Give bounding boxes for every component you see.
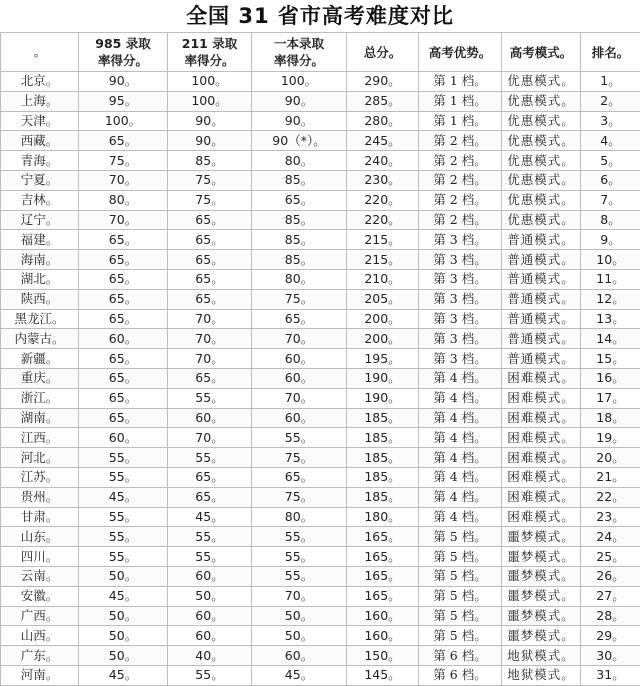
mode-cell: 优惠模式。 bbox=[502, 91, 581, 111]
tier-cell: 第 4 档。 bbox=[419, 388, 502, 408]
score-yiben-cell: 80。 bbox=[252, 269, 347, 289]
rank-cell: 16。 bbox=[581, 368, 640, 388]
province-cell: 新疆。 bbox=[1, 349, 79, 369]
header-mode: 高考模式。 bbox=[502, 33, 581, 72]
rank-cell: 22。 bbox=[581, 487, 640, 507]
score-yiben-cell: 45。 bbox=[252, 665, 347, 685]
province-cell: 湖北。 bbox=[1, 269, 79, 289]
score-yiben-cell: 90（*）。 bbox=[252, 131, 347, 151]
table-row bbox=[1, 646, 640, 666]
score-211-cell: 75。 bbox=[168, 170, 252, 190]
total-cell: 165。 bbox=[347, 547, 419, 567]
score-yiben-cell: 100。 bbox=[252, 72, 347, 92]
tier-cell: 第 2 档。 bbox=[419, 170, 502, 190]
table-row bbox=[1, 368, 640, 388]
rank-cell: 25。 bbox=[581, 547, 640, 567]
rank-cell: 5。 bbox=[581, 151, 640, 171]
score-211-cell: 85。 bbox=[168, 151, 252, 171]
total-cell: 245。 bbox=[347, 131, 419, 151]
province-cell: 山西。 bbox=[1, 626, 79, 646]
score-985-cell: 55。 bbox=[79, 527, 168, 547]
header-211-line2: 率得分。 bbox=[168, 52, 251, 69]
province-cell: 吉林。 bbox=[1, 190, 79, 210]
total-cell: 185。 bbox=[347, 467, 419, 487]
score-985-cell: 55。 bbox=[79, 448, 168, 468]
table-row bbox=[1, 190, 640, 210]
tier-cell: 第 2 档。 bbox=[419, 131, 502, 151]
table-row bbox=[1, 507, 640, 527]
header-211-line1: 211 录取 bbox=[168, 35, 251, 52]
header-yiben-line1: 一本录取 bbox=[252, 35, 346, 52]
province-cell: 江西。 bbox=[1, 428, 79, 448]
score-211-cell: 60。 bbox=[168, 626, 252, 646]
score-yiben-cell: 85。 bbox=[252, 250, 347, 270]
score-985-cell: 100。 bbox=[79, 111, 168, 131]
score-211-cell: 100。 bbox=[168, 72, 252, 92]
mode-cell: 优惠模式。 bbox=[502, 190, 581, 210]
province-cell: 福建。 bbox=[1, 230, 79, 250]
mode-cell: 噩梦模式。 bbox=[502, 527, 581, 547]
table-row bbox=[1, 230, 640, 250]
province-cell: 青海。 bbox=[1, 151, 79, 171]
province-cell: 上海。 bbox=[1, 91, 79, 111]
tier-cell: 第 2 档。 bbox=[419, 190, 502, 210]
mode-cell: 困难模式。 bbox=[502, 388, 581, 408]
mode-cell: 困难模式。 bbox=[502, 507, 581, 527]
ranking-table bbox=[0, 32, 640, 686]
score-211-cell: 65。 bbox=[168, 467, 252, 487]
rank-cell: 4。 bbox=[581, 131, 640, 151]
province-cell: 黑龙江。 bbox=[1, 309, 79, 329]
score-yiben-cell: 90。 bbox=[252, 111, 347, 131]
header-row bbox=[1, 33, 640, 72]
table-row bbox=[1, 131, 640, 151]
score-985-cell: 60。 bbox=[79, 329, 168, 349]
score-211-cell: 55。 bbox=[168, 665, 252, 685]
total-cell: 205。 bbox=[347, 289, 419, 309]
province-cell: 山东。 bbox=[1, 527, 79, 547]
total-cell: 210。 bbox=[347, 269, 419, 289]
score-yiben-cell: 60。 bbox=[252, 368, 347, 388]
rank-cell: 8。 bbox=[581, 210, 640, 230]
mode-cell: 普通模式。 bbox=[502, 289, 581, 309]
tier-cell: 第 1 档。 bbox=[419, 91, 502, 111]
mode-cell: 普通模式。 bbox=[502, 230, 581, 250]
score-211-cell: 60。 bbox=[168, 606, 252, 626]
province-cell: 北京。 bbox=[1, 72, 79, 92]
province-cell: 河北。 bbox=[1, 448, 79, 468]
total-cell: 220。 bbox=[347, 190, 419, 210]
province-cell: 重庆。 bbox=[1, 368, 79, 388]
score-985-cell: 55。 bbox=[79, 507, 168, 527]
province-cell: 四川。 bbox=[1, 547, 79, 567]
province-cell: 江苏。 bbox=[1, 467, 79, 487]
score-211-cell: 60。 bbox=[168, 566, 252, 586]
score-yiben-cell: 55。 bbox=[252, 566, 347, 586]
score-985-cell: 80。 bbox=[79, 190, 168, 210]
header-yiben bbox=[252, 33, 347, 72]
score-211-cell: 50。 bbox=[168, 586, 252, 606]
score-211-cell: 55。 bbox=[168, 527, 252, 547]
mode-cell: 优惠模式。 bbox=[502, 111, 581, 131]
table-row bbox=[1, 309, 640, 329]
total-cell: 230。 bbox=[347, 170, 419, 190]
score-985-cell: 65。 bbox=[79, 250, 168, 270]
mode-cell: 普通模式。 bbox=[502, 250, 581, 270]
tier-cell: 第 4 档。 bbox=[419, 448, 502, 468]
total-cell: 150。 bbox=[347, 646, 419, 666]
rank-cell: 31。 bbox=[581, 665, 640, 685]
score-985-cell: 70。 bbox=[79, 170, 168, 190]
table-row bbox=[1, 428, 640, 448]
mode-cell: 困难模式。 bbox=[502, 487, 581, 507]
score-yiben-cell: 70。 bbox=[252, 586, 347, 606]
score-211-cell: 65。 bbox=[168, 269, 252, 289]
total-cell: 280。 bbox=[347, 111, 419, 131]
tier-cell: 第 3 档。 bbox=[419, 349, 502, 369]
score-985-cell: 65。 bbox=[79, 269, 168, 289]
total-cell: 195。 bbox=[347, 349, 419, 369]
mode-cell: 优惠模式。 bbox=[502, 131, 581, 151]
header-total: 总分。 bbox=[347, 33, 419, 72]
rank-cell: 2。 bbox=[581, 91, 640, 111]
tier-cell: 第 4 档。 bbox=[419, 487, 502, 507]
tier-cell: 第 2 档。 bbox=[419, 151, 502, 171]
mode-cell: 困难模式。 bbox=[502, 467, 581, 487]
table-row bbox=[1, 527, 640, 547]
province-cell: 云南。 bbox=[1, 566, 79, 586]
score-yiben-cell: 60。 bbox=[252, 349, 347, 369]
province-cell: 广西。 bbox=[1, 606, 79, 626]
rank-cell: 15。 bbox=[581, 349, 640, 369]
total-cell: 160。 bbox=[347, 606, 419, 626]
score-yiben-cell: 85。 bbox=[252, 170, 347, 190]
score-yiben-cell: 70。 bbox=[252, 329, 347, 349]
score-yiben-cell: 50。 bbox=[252, 606, 347, 626]
tier-cell: 第 4 档。 bbox=[419, 507, 502, 527]
tier-cell: 第 5 档。 bbox=[419, 606, 502, 626]
rank-cell: 12。 bbox=[581, 289, 640, 309]
tier-cell: 第 4 档。 bbox=[419, 428, 502, 448]
tier-cell: 第 1 档。 bbox=[419, 72, 502, 92]
score-985-cell: 55。 bbox=[79, 467, 168, 487]
score-yiben-cell: 60。 bbox=[252, 646, 347, 666]
score-yiben-cell: 75。 bbox=[252, 448, 347, 468]
tier-cell: 第 5 档。 bbox=[419, 566, 502, 586]
score-985-cell: 45。 bbox=[79, 487, 168, 507]
score-211-cell: 65。 bbox=[168, 230, 252, 250]
table-row bbox=[1, 388, 640, 408]
total-cell: 185。 bbox=[347, 428, 419, 448]
score-yiben-cell: 50。 bbox=[252, 626, 347, 646]
total-cell: 180。 bbox=[347, 507, 419, 527]
score-yiben-cell: 85。 bbox=[252, 210, 347, 230]
rank-cell: 6。 bbox=[581, 170, 640, 190]
tier-cell: 第 4 档。 bbox=[419, 368, 502, 388]
score-211-cell: 60。 bbox=[168, 408, 252, 428]
score-985-cell: 45。 bbox=[79, 586, 168, 606]
score-yiben-cell: 70。 bbox=[252, 388, 347, 408]
province-cell: 天津。 bbox=[1, 111, 79, 131]
tier-cell: 第 3 档。 bbox=[419, 269, 502, 289]
page-title: 全国 31 省市高考难度对比 bbox=[0, 0, 640, 32]
score-985-cell: 75。 bbox=[79, 151, 168, 171]
score-211-cell: 70。 bbox=[168, 428, 252, 448]
table-row bbox=[1, 665, 640, 685]
score-211-cell: 65。 bbox=[168, 289, 252, 309]
mode-cell: 普通模式。 bbox=[502, 329, 581, 349]
mode-cell: 噩梦模式。 bbox=[502, 566, 581, 586]
province-cell: 内蒙古。 bbox=[1, 329, 79, 349]
score-985-cell: 90。 bbox=[79, 72, 168, 92]
rank-cell: 18。 bbox=[581, 408, 640, 428]
tier-cell: 第 4 档。 bbox=[419, 408, 502, 428]
table-row bbox=[1, 408, 640, 428]
score-211-cell: 90。 bbox=[168, 131, 252, 151]
mode-cell: 优惠模式。 bbox=[502, 170, 581, 190]
header-yiben-line2: 率得分。 bbox=[252, 52, 346, 69]
header-985 bbox=[79, 33, 168, 72]
score-985-cell: 70。 bbox=[79, 210, 168, 230]
score-yiben-cell: 80。 bbox=[252, 507, 347, 527]
table-row bbox=[1, 91, 640, 111]
total-cell: 185。 bbox=[347, 487, 419, 507]
province-cell: 广东。 bbox=[1, 646, 79, 666]
score-yiben-cell: 85。 bbox=[252, 230, 347, 250]
province-cell: 西藏。 bbox=[1, 131, 79, 151]
score-985-cell: 65。 bbox=[79, 230, 168, 250]
score-211-cell: 65。 bbox=[168, 210, 252, 230]
province-cell: 浙江。 bbox=[1, 388, 79, 408]
total-cell: 215。 bbox=[347, 250, 419, 270]
total-cell: 200。 bbox=[347, 309, 419, 329]
total-cell: 160。 bbox=[347, 626, 419, 646]
rank-cell: 10。 bbox=[581, 250, 640, 270]
total-cell: 145。 bbox=[347, 665, 419, 685]
table-row bbox=[1, 151, 640, 171]
score-211-cell: 55。 bbox=[168, 388, 252, 408]
header-211 bbox=[168, 33, 252, 72]
score-211-cell: 65。 bbox=[168, 368, 252, 388]
mode-cell: 地狱模式。 bbox=[502, 646, 581, 666]
province-cell: 甘肃。 bbox=[1, 507, 79, 527]
rank-cell: 21。 bbox=[581, 467, 640, 487]
tier-cell: 第 3 档。 bbox=[419, 250, 502, 270]
mode-cell: 普通模式。 bbox=[502, 349, 581, 369]
rank-cell: 9。 bbox=[581, 230, 640, 250]
total-cell: 185。 bbox=[347, 408, 419, 428]
score-yiben-cell: 65。 bbox=[252, 467, 347, 487]
mode-cell: 噩梦模式。 bbox=[502, 547, 581, 567]
header-advantage: 高考优势。 bbox=[419, 33, 502, 72]
province-cell: 安徽。 bbox=[1, 586, 79, 606]
mode-cell: 优惠模式。 bbox=[502, 72, 581, 92]
rank-cell: 11。 bbox=[581, 269, 640, 289]
province-cell: 河南。 bbox=[1, 665, 79, 685]
mode-cell: 困难模式。 bbox=[502, 428, 581, 448]
tier-cell: 第 4 档。 bbox=[419, 467, 502, 487]
table-row bbox=[1, 448, 640, 468]
score-211-cell: 55。 bbox=[168, 547, 252, 567]
province-cell: 辽宁。 bbox=[1, 210, 79, 230]
total-cell: 240。 bbox=[347, 151, 419, 171]
tier-cell: 第 3 档。 bbox=[419, 329, 502, 349]
table-row bbox=[1, 566, 640, 586]
score-985-cell: 55。 bbox=[79, 547, 168, 567]
score-211-cell: 65。 bbox=[168, 250, 252, 270]
total-cell: 285。 bbox=[347, 91, 419, 111]
table-row bbox=[1, 349, 640, 369]
table-row bbox=[1, 72, 640, 92]
table-row bbox=[1, 547, 640, 567]
rank-cell: 3。 bbox=[581, 111, 640, 131]
province-cell: 宁夏。 bbox=[1, 170, 79, 190]
score-211-cell: 40。 bbox=[168, 646, 252, 666]
score-985-cell: 50。 bbox=[79, 646, 168, 666]
rank-cell: 14。 bbox=[581, 329, 640, 349]
score-yiben-cell: 65。 bbox=[252, 309, 347, 329]
table-row bbox=[1, 210, 640, 230]
tier-cell: 第 6 档。 bbox=[419, 646, 502, 666]
table-row bbox=[1, 606, 640, 626]
score-211-cell: 100。 bbox=[168, 91, 252, 111]
rank-cell: 7。 bbox=[581, 190, 640, 210]
total-cell: 165。 bbox=[347, 527, 419, 547]
total-cell: 200。 bbox=[347, 329, 419, 349]
rank-cell: 27。 bbox=[581, 586, 640, 606]
mode-cell: 优惠模式。 bbox=[502, 151, 581, 171]
score-211-cell: 65。 bbox=[168, 487, 252, 507]
score-211-cell: 90。 bbox=[168, 111, 252, 131]
rank-cell: 24。 bbox=[581, 527, 640, 547]
score-yiben-cell: 65。 bbox=[252, 190, 347, 210]
score-985-cell: 50。 bbox=[79, 626, 168, 646]
score-985-cell: 45。 bbox=[79, 665, 168, 685]
score-211-cell: 75。 bbox=[168, 190, 252, 210]
total-cell: 165。 bbox=[347, 586, 419, 606]
score-yiben-cell: 75。 bbox=[252, 289, 347, 309]
tier-cell: 第 5 档。 bbox=[419, 547, 502, 567]
score-211-cell: 70。 bbox=[168, 329, 252, 349]
mode-cell: 噩梦模式。 bbox=[502, 586, 581, 606]
tier-cell: 第 5 档。 bbox=[419, 586, 502, 606]
mode-cell: 普通模式。 bbox=[502, 309, 581, 329]
score-985-cell: 65。 bbox=[79, 309, 168, 329]
province-cell: 湖南。 bbox=[1, 408, 79, 428]
rank-cell: 17。 bbox=[581, 388, 640, 408]
score-yiben-cell: 55。 bbox=[252, 547, 347, 567]
tier-cell: 第 1 档。 bbox=[419, 111, 502, 131]
rank-cell: 23。 bbox=[581, 507, 640, 527]
rank-cell: 19。 bbox=[581, 428, 640, 448]
score-211-cell: 45。 bbox=[168, 507, 252, 527]
score-985-cell: 95。 bbox=[79, 91, 168, 111]
mode-cell: 困难模式。 bbox=[502, 448, 581, 468]
score-211-cell: 55。 bbox=[168, 448, 252, 468]
total-cell: 185。 bbox=[347, 448, 419, 468]
score-985-cell: 65。 bbox=[79, 408, 168, 428]
table-row bbox=[1, 170, 640, 190]
score-985-cell: 65。 bbox=[79, 388, 168, 408]
table-row bbox=[1, 626, 640, 646]
mode-cell: 普通模式。 bbox=[502, 269, 581, 289]
score-985-cell: 65。 bbox=[79, 349, 168, 369]
table-row bbox=[1, 289, 640, 309]
rank-cell: 26。 bbox=[581, 566, 640, 586]
mode-cell: 噩梦模式。 bbox=[502, 606, 581, 626]
total-cell: 290。 bbox=[347, 72, 419, 92]
table-row bbox=[1, 329, 640, 349]
tier-cell: 第 3 档。 bbox=[419, 230, 502, 250]
rank-cell: 28。 bbox=[581, 606, 640, 626]
table-row bbox=[1, 269, 640, 289]
table-row bbox=[1, 487, 640, 507]
total-cell: 165。 bbox=[347, 566, 419, 586]
tier-cell: 第 3 档。 bbox=[419, 309, 502, 329]
score-yiben-cell: 90。 bbox=[252, 91, 347, 111]
table-body bbox=[1, 72, 640, 686]
score-985-cell: 60。 bbox=[79, 428, 168, 448]
total-cell: 215。 bbox=[347, 230, 419, 250]
mode-cell: 困难模式。 bbox=[502, 368, 581, 388]
score-211-cell: 70。 bbox=[168, 349, 252, 369]
score-211-cell: 70。 bbox=[168, 309, 252, 329]
rank-cell: 29。 bbox=[581, 626, 640, 646]
total-cell: 220。 bbox=[347, 210, 419, 230]
header-rank: 排名。 bbox=[581, 33, 640, 72]
mode-cell: 困难模式。 bbox=[502, 408, 581, 428]
score-yiben-cell: 75。 bbox=[252, 487, 347, 507]
header-985-line1: 985 录取 bbox=[79, 35, 167, 52]
tier-cell: 第 5 档。 bbox=[419, 626, 502, 646]
score-yiben-cell: 80。 bbox=[252, 151, 347, 171]
province-cell: 贵州。 bbox=[1, 487, 79, 507]
score-985-cell: 65。 bbox=[79, 368, 168, 388]
mode-cell: 地狱模式。 bbox=[502, 665, 581, 685]
score-985-cell: 65。 bbox=[79, 289, 168, 309]
rank-cell: 20。 bbox=[581, 448, 640, 468]
score-985-cell: 50。 bbox=[79, 566, 168, 586]
score-985-cell: 50。 bbox=[79, 606, 168, 626]
table-row bbox=[1, 111, 640, 131]
mode-cell: 噩梦模式。 bbox=[502, 626, 581, 646]
header-corner: 。 bbox=[1, 33, 79, 72]
total-cell: 190。 bbox=[347, 388, 419, 408]
rank-cell: 30。 bbox=[581, 646, 640, 666]
mode-cell: 优惠模式。 bbox=[502, 210, 581, 230]
tier-cell: 第 2 档。 bbox=[419, 210, 502, 230]
table-header bbox=[1, 33, 640, 72]
total-cell: 190。 bbox=[347, 368, 419, 388]
rank-cell: 1。 bbox=[581, 72, 640, 92]
province-cell: 陕西。 bbox=[1, 289, 79, 309]
tier-cell: 第 6 档。 bbox=[419, 665, 502, 685]
score-985-cell: 65。 bbox=[79, 131, 168, 151]
rank-cell: 13。 bbox=[581, 309, 640, 329]
province-cell: 海南。 bbox=[1, 250, 79, 270]
score-yiben-cell: 60。 bbox=[252, 408, 347, 428]
tier-cell: 第 5 档。 bbox=[419, 527, 502, 547]
table-row bbox=[1, 467, 640, 487]
score-yiben-cell: 55。 bbox=[252, 527, 347, 547]
header-985-line2: 率得分。 bbox=[79, 52, 167, 69]
table-row bbox=[1, 586, 640, 606]
tier-cell: 第 3 档。 bbox=[419, 289, 502, 309]
score-yiben-cell: 55。 bbox=[252, 428, 347, 448]
table-row bbox=[1, 250, 640, 270]
